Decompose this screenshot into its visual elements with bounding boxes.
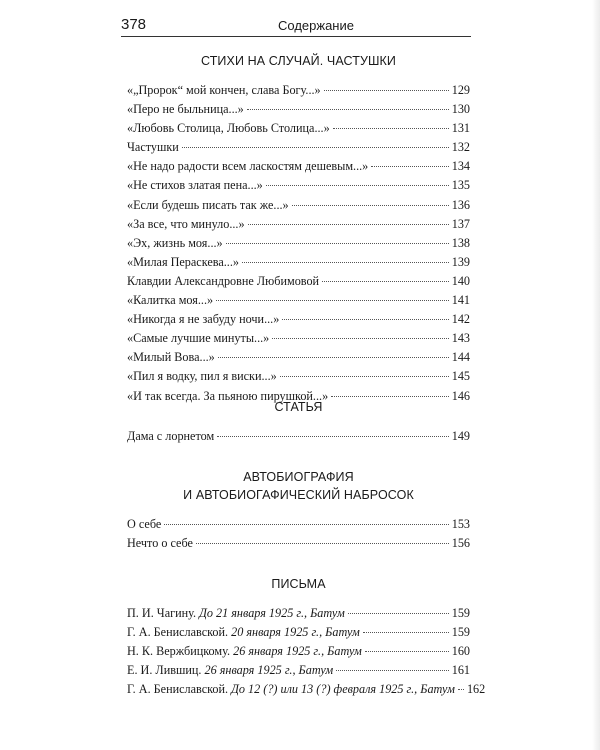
entry-page: 162	[466, 682, 486, 697]
dot-leader	[322, 280, 449, 282]
entry-title: «Любовь Столица, Любовь Столица...»	[127, 121, 330, 136]
entry-page: 146	[451, 388, 470, 403]
dot-leader	[336, 669, 449, 671]
entry-page: 130	[451, 102, 470, 117]
entry-page: 159	[451, 606, 470, 620]
entry-page: 134	[451, 159, 470, 174]
section-article	[127, 398, 470, 446]
entry-title: О себе	[127, 517, 162, 531]
entry-page: 132	[451, 140, 470, 155]
toc-list	[127, 604, 486, 699]
heading-line: СТАТЬЯ	[274, 400, 323, 414]
entry-title	[127, 642, 362, 661]
toc-entry[interactable]	[127, 272, 470, 291]
dot-leader	[292, 204, 449, 206]
toc-entry[interactable]	[127, 176, 470, 195]
toc-list	[127, 81, 470, 406]
section-heading	[127, 52, 470, 70]
section-heading	[127, 468, 470, 504]
dot-leader	[182, 146, 449, 148]
entry-page: 153	[451, 517, 470, 531]
entry-title: «За все, что минуло...»	[127, 216, 245, 231]
entry-page: 159	[451, 625, 470, 640]
entry-page: 160	[451, 644, 470, 659]
entry-page: 137	[451, 216, 470, 231]
letter-recipient: Е. И. Лившиц.	[127, 663, 202, 678]
toc-entry[interactable]	[127, 196, 470, 215]
entry-title	[127, 661, 333, 680]
toc-entry[interactable]	[127, 661, 470, 680]
toc-entry[interactable]	[127, 157, 470, 176]
entry-page: 129	[451, 83, 470, 97]
entry-title: «Милая Пераскева...»	[127, 254, 239, 269]
entry-page: 143	[451, 331, 470, 346]
section-letters	[127, 575, 486, 699]
letter-recipient: П. И. Чагину.	[127, 606, 197, 620]
entry-title: «Не надо радости всем ласкостям дешевым...»	[127, 159, 369, 174]
dot-leader	[164, 523, 448, 525]
entry-title: Нечто о себе	[127, 536, 193, 551]
entry-title: «Пил я водку, пил я виски...»	[127, 369, 277, 384]
entry-page: 145	[451, 369, 470, 384]
dot-leader	[218, 356, 449, 358]
running-title: Содержание	[278, 18, 354, 33]
entry-title: Клавдии Александровне Любимовой	[127, 273, 320, 288]
toc-entry[interactable]	[127, 367, 470, 386]
entry-page: 140	[451, 273, 470, 288]
entry-page: 142	[451, 312, 470, 327]
toc-entry[interactable]	[127, 234, 470, 253]
dot-leader	[365, 650, 449, 652]
dot-leader	[217, 435, 449, 437]
page-number: 378	[121, 16, 147, 33]
heading-line: И АВТОБИОГАФИЧЕСКИЙ НАБРОСОК	[183, 488, 414, 502]
toc-entry[interactable]	[127, 329, 470, 348]
entry-page: 141	[451, 293, 470, 308]
toc-list	[127, 427, 470, 446]
entry-page: 156	[451, 536, 470, 551]
section-autobiography	[127, 468, 470, 553]
section-poems	[127, 52, 470, 406]
entry-title: Дама с лорнетом	[127, 429, 215, 443]
entry-page: 149	[451, 429, 470, 443]
entry-title	[127, 680, 455, 699]
entry-page: 139	[451, 254, 470, 269]
toc-entry[interactable]	[127, 604, 470, 623]
heading-line: АВТОБИОГРАФИЯ	[243, 470, 354, 484]
entry-title: «Перо не быльница...»	[127, 102, 244, 117]
running-head	[121, 17, 471, 37]
letter-recipient: Г. А. Бениславской.	[127, 625, 229, 640]
dot-leader	[226, 242, 449, 244]
entry-page: 136	[451, 197, 470, 212]
toc-entry[interactable]	[127, 138, 470, 157]
entry-title: Частушки	[127, 140, 179, 155]
heading-line: СТИХИ НА СЛУЧАЙ. ЧАСТУШКИ	[200, 54, 397, 68]
section-heading	[127, 398, 470, 416]
dot-leader	[458, 688, 464, 690]
toc-list	[127, 515, 470, 553]
dot-leader	[280, 375, 449, 377]
entry-title: «Никогда я не забуду ночи...»	[127, 312, 280, 327]
letter-date-place: 26 января 1925 г., Батум	[204, 663, 334, 678]
toc-entry[interactable]	[127, 215, 470, 234]
entry-title: «И так всегда. За пьяною пирушкой...»	[127, 388, 329, 403]
entry-page: 138	[451, 235, 470, 250]
entry-title	[127, 623, 360, 642]
section-heading	[127, 575, 470, 593]
entry-page: 144	[451, 350, 470, 365]
letter-date-place: 20 января 1925 г., Батум	[231, 625, 360, 640]
dot-leader	[331, 395, 449, 397]
toc-entry[interactable]	[127, 427, 470, 446]
entry-page: 131	[451, 121, 470, 136]
entry-title: «Калитка моя...»	[127, 293, 214, 308]
toc-entry[interactable]	[127, 680, 486, 699]
dot-leader	[242, 261, 449, 263]
dot-leader	[247, 108, 449, 110]
toc-entry[interactable]	[127, 253, 470, 272]
toc-entry[interactable]	[127, 119, 470, 138]
dot-leader	[196, 542, 449, 544]
toc-entry[interactable]	[127, 348, 470, 367]
entry-title	[127, 604, 345, 623]
entry-title: «„Пророк“ мой кончен, слава Богу...»	[127, 83, 321, 97]
entry-title: «Эх, жизнь моя...»	[127, 235, 223, 250]
entry-title: «Милый Вова...»	[127, 350, 215, 365]
dot-leader	[324, 89, 449, 91]
toc-entry[interactable]	[127, 291, 470, 310]
dot-leader	[333, 127, 449, 129]
dot-leader	[348, 612, 449, 614]
toc-entry[interactable]	[127, 534, 470, 553]
dot-leader	[248, 223, 449, 225]
dot-leader	[363, 631, 449, 633]
letter-recipient: Г. А. Бениславской.	[127, 682, 229, 697]
dot-leader	[266, 184, 449, 186]
dot-leader	[282, 318, 448, 320]
heading-line: ПИСЬМА	[271, 577, 326, 591]
dot-leader	[216, 299, 449, 301]
toc-entry[interactable]	[127, 642, 470, 661]
entry-page: 135	[451, 178, 470, 193]
letter-date-place: До 21 января 1925 г., Батум	[199, 606, 345, 620]
dot-leader	[371, 165, 448, 167]
toc-entry[interactable]	[127, 310, 470, 329]
entry-title: «Если будешь писать так же...»	[127, 197, 289, 212]
entry-page: 161	[451, 663, 470, 678]
letter-date-place: До 12 (?) или 13 (?) февраля 1925 г., Батум	[231, 682, 455, 697]
toc-entry[interactable]	[127, 515, 470, 534]
toc-entry[interactable]	[127, 81, 470, 100]
letter-recipient: Н. К. Вержбицкому.	[127, 644, 231, 659]
letter-date-place: 26 января 1925 г., Батум	[233, 644, 362, 659]
toc-entry[interactable]	[127, 623, 470, 642]
dot-leader	[272, 337, 448, 339]
toc-entry[interactable]	[127, 100, 470, 119]
entry-title: «Самые лучшие минуты...»	[127, 331, 270, 346]
entry-title: «Не стихов златая пена...»	[127, 178, 263, 193]
